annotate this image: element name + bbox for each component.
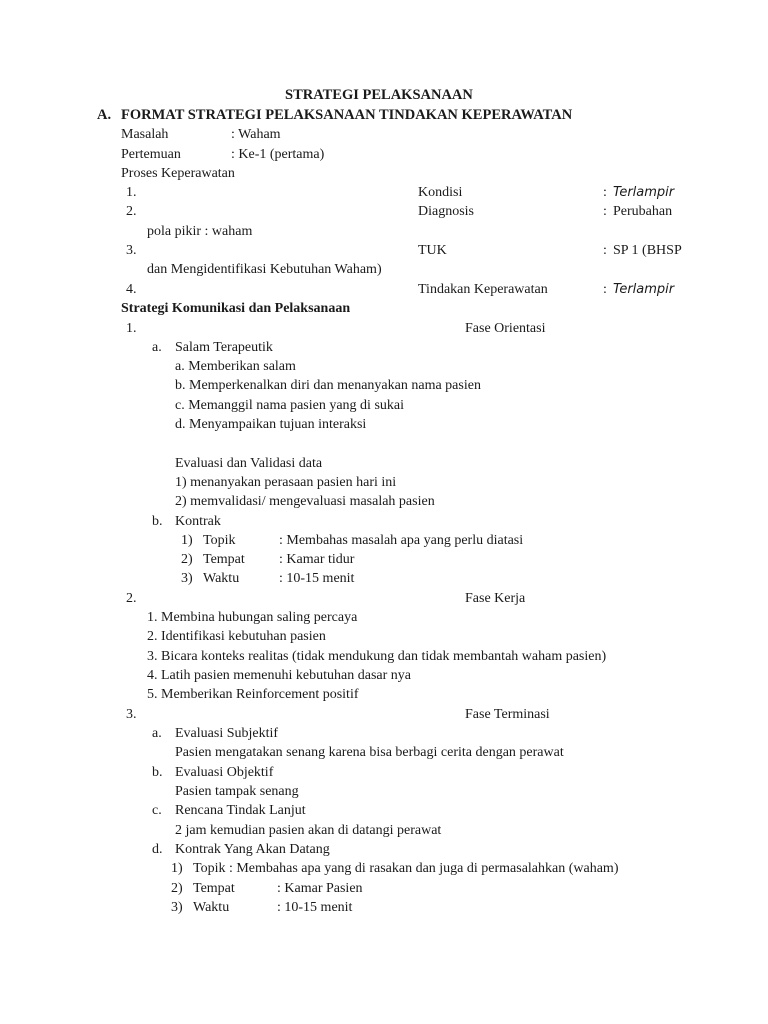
kontrak-value: : Membahas masalah apa yang perlu diatasi <box>279 533 524 548</box>
list-item: 1) menanyakan perasaan pasien hari ini <box>175 475 397 490</box>
list-item: 2. Identifikasi kebutuhan pasien <box>147 629 326 644</box>
list-item: a. Memberikan salam <box>175 359 296 374</box>
fase-number: 3. <box>126 707 137 722</box>
kontrak-label: Waktu <box>193 900 230 915</box>
kontrak-value: : 10-15 menit <box>277 900 353 915</box>
kontrak-label: Topik <box>203 533 236 548</box>
list-letter: b. <box>152 765 163 780</box>
proses-item-colon: : <box>603 243 607 258</box>
list-item: 2) memvalidasi/ mengevaluasi masalah pasien <box>175 494 435 509</box>
proses-item-colon: : <box>603 185 607 200</box>
proses-item-value: Terlampir <box>613 282 675 297</box>
proses-item-colon: : <box>603 204 607 219</box>
list-letter: b. <box>152 514 163 529</box>
proses-item-value: Terlampir <box>613 185 675 200</box>
fase-number: 2. <box>126 591 137 606</box>
proses-item-continuation: pola pikir : waham <box>147 224 253 239</box>
kontrak-value: : Kamar tidur <box>279 552 355 567</box>
subsection-text: Pasien mengatakan senang karena bisa berbagi cerita dengan perawat <box>175 745 564 760</box>
kontrak-number: 1) <box>181 533 193 548</box>
kontrak-value: : Kamar Pasien <box>277 881 363 896</box>
section-heading: FORMAT STRATEGI PELAKSANAAN TINDAKAN KEPERAWATAN <box>121 107 573 123</box>
kontrak-label: Tempat <box>203 552 245 567</box>
kontrak-label: Tempat <box>193 881 235 896</box>
proses-heading: Proses Keperawatan <box>121 166 235 181</box>
list-item: 4. Latih pasien memenuhi kebutuhan dasar nya <box>147 668 411 683</box>
masalah-value: : Waham <box>231 127 281 142</box>
proses-item-label: Kondisi <box>418 185 463 200</box>
kontrak-text: Topik : Membahas apa yang di rasakan dan juga di permasalahkan (waham) <box>193 861 619 876</box>
masalah-label: Masalah <box>121 127 169 142</box>
proses-item-value: Perubahan <box>613 204 673 219</box>
kontrak-label: Waktu <box>203 571 240 586</box>
proses-item-number: 2. <box>126 204 137 219</box>
subsection-title: Rencana Tindak Lanjut <box>175 803 306 818</box>
subsection-text: Pasien tampak senang <box>175 784 299 799</box>
list-letter: d. <box>152 842 163 857</box>
proses-item-colon: : <box>603 282 607 297</box>
fase-title: Fase Terminasi <box>465 707 550 722</box>
list-letter: c. <box>152 803 162 818</box>
kontrak-number: 3) <box>171 900 183 915</box>
fase-number: 1. <box>126 321 137 336</box>
fase-title: Fase Kerja <box>465 591 526 606</box>
kontrak-number: 1) <box>171 861 183 876</box>
pertemuan-label: Pertemuan <box>121 147 181 162</box>
kontrak-number: 2) <box>181 552 193 567</box>
list-letter: a. <box>152 726 162 741</box>
proses-item-label: Tindakan Keperawatan <box>418 282 548 297</box>
pertemuan-value: : Ke-1 (pertama) <box>231 147 325 162</box>
kontrak-number: 2) <box>171 881 183 896</box>
proses-item-number: 3. <box>126 243 137 258</box>
proses-item-label: Diagnosis <box>418 204 474 219</box>
subsection-title: Kontrak Yang Akan Datang <box>175 842 330 857</box>
proses-item-number: 4. <box>126 282 137 297</box>
subsection-title: Salam Terapeutik <box>175 340 273 355</box>
kontrak-number: 3) <box>181 571 193 586</box>
list-item: b. Memperkenalkan diri dan menanyakan nama pasien <box>175 378 481 393</box>
document-title: STRATEGI PELAKSANAAN <box>285 87 473 103</box>
subsection-text: 2 jam kemudian pasien akan di datangi perawat <box>175 823 442 838</box>
heading-letter: A. <box>97 107 112 123</box>
subsection-title: Kontrak <box>175 514 221 529</box>
proses-item-value: SP 1 (BHSP <box>613 243 682 258</box>
proses-item-number: 1. <box>126 185 137 200</box>
list-letter: a. <box>152 340 162 355</box>
subsection-title: Evaluasi Objektif <box>175 765 274 780</box>
proses-item-continuation: dan Mengidentifikasi Kebutuhan Waham) <box>147 262 382 277</box>
fase-title: Fase Orientasi <box>465 321 546 336</box>
strategi-heading: Strategi Komunikasi dan Pelaksanaan <box>121 301 351 316</box>
list-item: 5. Memberikan Reinforcement positif <box>147 687 359 702</box>
list-item: 3. Bicara konteks realitas (tidak mendukung dan tidak membantah waham pasien) <box>147 649 607 664</box>
evaluasi-title: Evaluasi dan Validasi data <box>175 456 323 471</box>
list-item: d. Menyampaikan tujuan interaksi <box>175 417 367 432</box>
list-item: 1. Membina hubungan saling percaya <box>147 610 358 625</box>
list-item: c. Memanggil nama pasien yang di sukai <box>175 398 404 413</box>
proses-item-label: TUK <box>418 243 447 258</box>
subsection-title: Evaluasi Subjektif <box>175 726 279 741</box>
kontrak-value: : 10-15 menit <box>279 571 355 586</box>
